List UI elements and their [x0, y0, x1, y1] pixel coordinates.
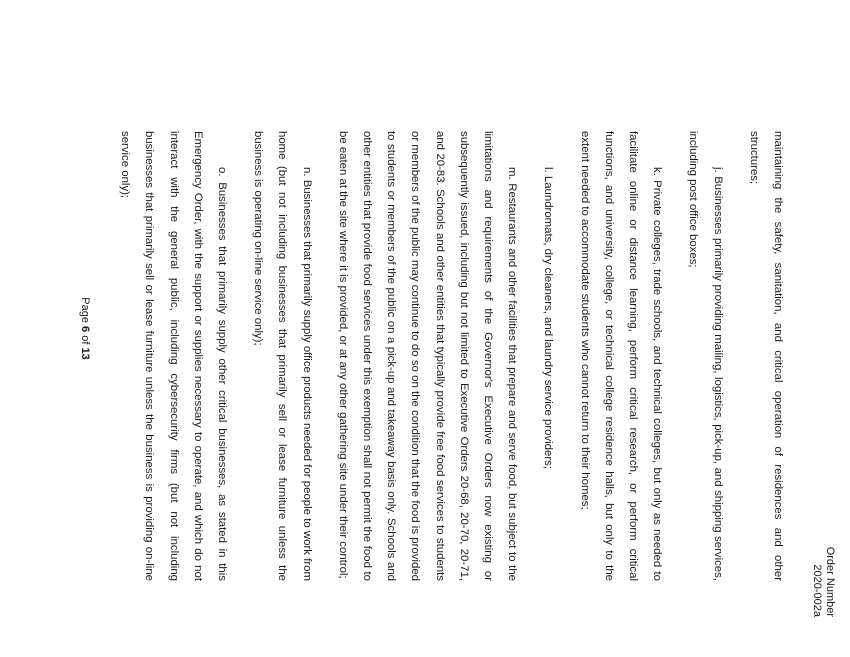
- paragraph-l: l. Laundromats, dry cleaners, and laundry service providers;: [542, 167, 555, 469]
- page-prefix: Page: [79, 297, 91, 327]
- paragraph-k: k. Private colleges, trade schools, and technical colleges, but only as needed to facilitate online or distance learning, perform critical research, or perform critical functions, and university, college, or technical college residence halls, but only to the extent needed to accommodate students who cannot return to their homes;: [578, 131, 664, 581]
- page-total: 13: [79, 347, 91, 360]
- paragraph-continuation: maintaining the safety, sanitation, and critical operation of residences and other structures;: [747, 131, 784, 581]
- order-number-label: Order Number: [824, 546, 836, 617]
- page-of: of: [79, 332, 91, 348]
- paragraph-m: m. Restaurants and other facilities that prepare and serve food, but subject to the limitations and requirements of the Governor's Executive Orders now existing or subsequently issued, including but not limited to Executive Orders 20-68, 20-70, 20-71, and 20-83. Schools and other entities that typically provide free food services to students or members of the public may continue to do so on the condition that the food is provided to students or members of the public on a pick-up and takeaway basis only. Schools and other entities that provide food services under this exemption shall not permit the food to be eaten at the site where it is provided, or at any other gathering site under their control;: [336, 131, 519, 581]
- paragraph-j: j. Businesses primarily providing mailing, logistics, pick-up, and shipping services, including post office boxes;: [687, 131, 724, 581]
- page-number: [73, 0, 97, 657]
- order-number-header: [810, 547, 836, 617]
- paragraph-n: n. Businesses that primarily supply office products needed for people to work from home (but not including businesses that primarily sell or lease furniture unless the business is operating on-line service only);: [252, 131, 313, 581]
- order-text: [101, 131, 790, 581]
- paragraph-o: o. Businesses that primarily supply other critical businesses, as stated in this Emergency Order, with the support or supplies necessary to operate, and which do not interact with the general public, including cybersecurity firms (but not including businesses that primarily sell or lease furniture unless the business is providing on-line service only);: [119, 131, 228, 581]
- order-number-value: 2020-002a: [811, 564, 823, 617]
- page-current: 6: [79, 326, 91, 333]
